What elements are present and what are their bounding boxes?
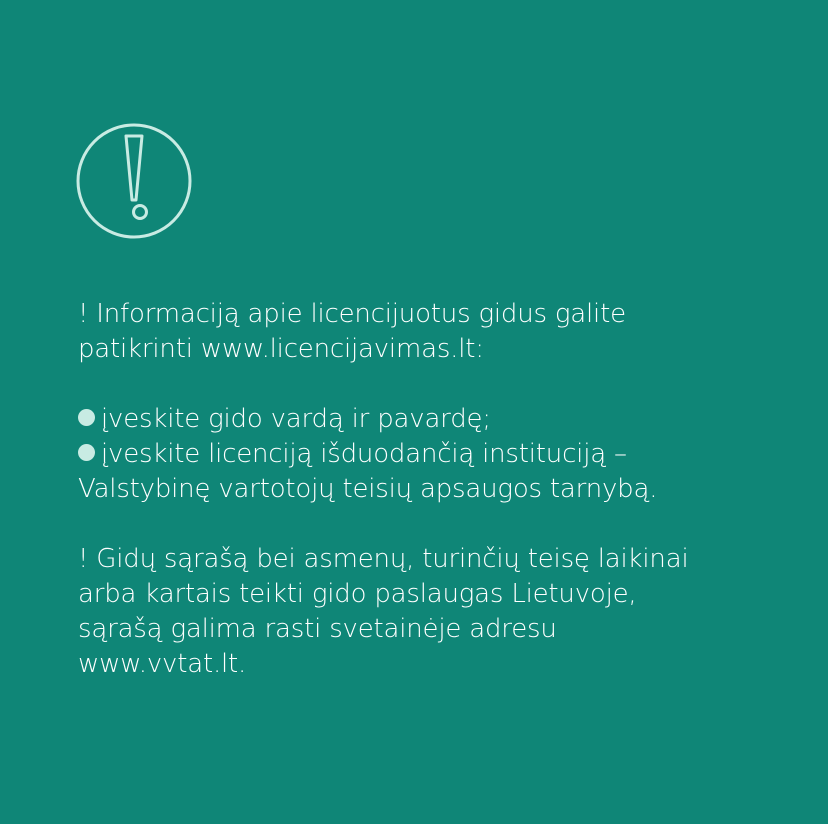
intro-line-1: ! Informaciją apie licencijuotus gidus galite [78, 299, 626, 329]
exclamation-circle-icon [75, 122, 193, 240]
intro-line-2: patikrinti www.licencijavimas.lt: [78, 334, 484, 364]
info-text-block [78, 297, 798, 682]
note-line-2: arba kartais teikti gido paslaugas Lietuvoje, [78, 579, 637, 609]
bullet-item-1-text: įveskite gido vardą ir pavardę; [101, 404, 491, 434]
bullet-list [78, 402, 798, 507]
bullet-item-2-continuation: Valstybinę vartotojų teisių apsaugos tarnybą. [78, 474, 658, 504]
bullet-dot-icon [78, 409, 95, 426]
note-line-4: www.vvtat.lt. [78, 649, 247, 679]
note-line-1: ! Gidų sąrašą bei asmenų, turinčių teisę laikinai [78, 544, 689, 574]
note-paragraph [78, 542, 798, 682]
bullet-item-2 [78, 437, 798, 472]
note-line-3: sąrašą galima rasti svetainėje adresu [78, 614, 557, 644]
intro-paragraph [78, 297, 798, 367]
bullet-item-1 [78, 402, 798, 437]
bullet-dot-icon [78, 444, 95, 461]
bullet-item-2-text: įveskite licenciją išduodančią instituciją – [101, 439, 627, 469]
